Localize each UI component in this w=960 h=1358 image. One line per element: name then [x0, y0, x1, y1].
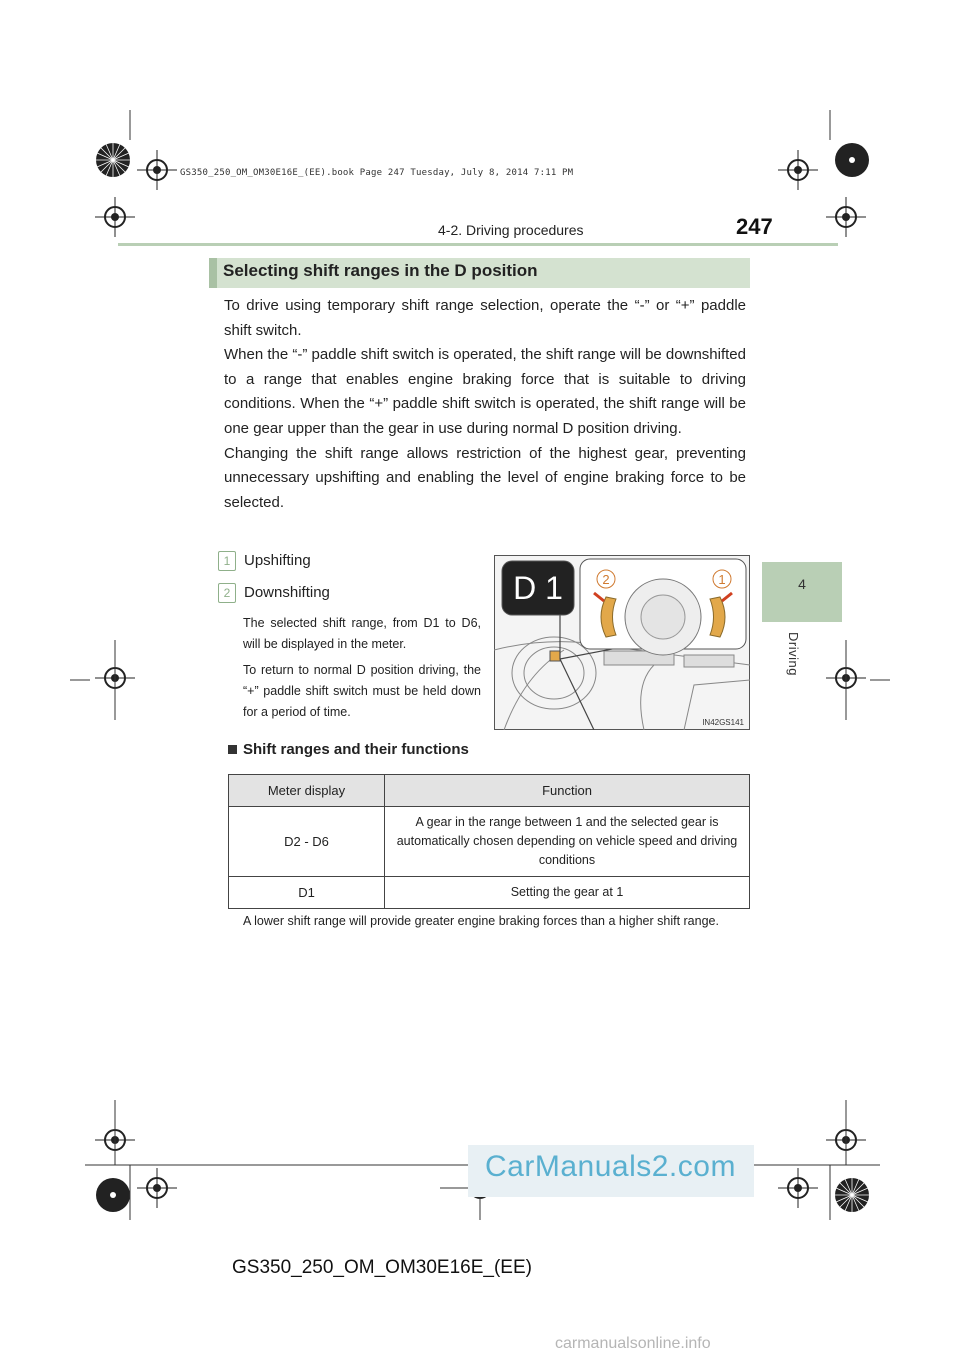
- print-info-line: GS350_250_OM_OM30E16E_(EE).book Page 247 Tuesday, July 8, 2014 7:11 PM: [180, 168, 574, 178]
- note-paragraph: To return to normal D position driving, the “+” paddle shift switch must be held down for a period of time.: [243, 663, 481, 719]
- registration-crosshair-icon: [778, 1168, 818, 1208]
- registration-crosshair-icon: [95, 658, 135, 698]
- body-paragraph: To drive using temporary shift range selection, operate the “-” or “+” paddle shift switch.: [224, 297, 746, 339]
- table-row: [229, 877, 750, 909]
- chapter-tab-number: 4: [798, 576, 806, 592]
- callout-1-text: 1: [718, 572, 726, 587]
- registration-mark-dot-icon: [93, 1175, 133, 1215]
- item-number-badge: 2: [218, 583, 236, 603]
- registration-crosshair-icon: [95, 1120, 135, 1160]
- section-heading: [209, 258, 750, 288]
- registration-crosshair-icon: [137, 150, 177, 190]
- table-header-cell: Function: [385, 775, 750, 807]
- footer-manual-code: GS350_250_OM_OM30E16E_(EE): [232, 1257, 532, 1278]
- body-paragraph: When the “-” paddle shift switch is operated, the shift range will be downshifted to a range that enables engine braking force that is suitable to driving conditions. When the “+” paddle shift switch is operated, the shift range will be one gear upper than the gear in use during normal D position driving.: [224, 346, 746, 437]
- item-label: Downshifting: [244, 583, 330, 601]
- registration-mark-dot-icon: [832, 140, 872, 180]
- registration-crosshair-icon: [826, 197, 866, 237]
- table-header-cell: Meter display: [229, 775, 385, 807]
- table-header-row: [229, 775, 750, 807]
- subsection-heading-text: Shift ranges and their functions: [243, 741, 469, 758]
- subsection-heading: [228, 741, 469, 758]
- table-cell-function: Setting the gear at 1: [385, 877, 750, 909]
- registration-crosshair-icon: [137, 1168, 177, 1208]
- table-cell-display: D2 - D6: [229, 807, 385, 877]
- illustration-code: IN42GS141: [702, 718, 744, 727]
- footnote: A lower shift range will provide greater engine braking forces than a higher shift range.: [243, 914, 719, 928]
- item-number-badge: 1: [218, 551, 236, 571]
- paddle-shift-illustration: [494, 555, 750, 730]
- section-body: [224, 294, 746, 515]
- site-watermark: carmanualsonline.info: [555, 1335, 711, 1352]
- section-heading-text: Selecting shift ranges in the D position: [223, 261, 538, 280]
- body-paragraph: Changing the shift range allows restriction of the highest gear, preventing unnecessary upshifting and enabling the level of engine braking force to be selected.: [224, 444, 746, 511]
- chapter-tab-label: Driving: [786, 632, 801, 676]
- item-notes: [243, 613, 481, 728]
- page-number: 247: [736, 214, 773, 239]
- registration-crosshair-icon: [778, 150, 818, 190]
- watermark-text: CarManuals2.com: [485, 1150, 736, 1183]
- gear-display-text: D 1: [513, 570, 563, 606]
- registration-crosshair-icon: [826, 1120, 866, 1160]
- callout-2-text: 2: [602, 572, 610, 587]
- numbered-item-upshifting: [218, 551, 311, 571]
- registration-crosshair-icon: [826, 658, 866, 698]
- numbered-item-downshifting: [218, 583, 330, 603]
- table-cell-display: D1: [229, 877, 385, 909]
- registration-mark-starburst-icon: [832, 1175, 872, 1215]
- chapter-tab: [762, 562, 842, 622]
- table-row: [229, 807, 750, 877]
- header-rule: [118, 243, 838, 246]
- note-paragraph: The selected shift range, from D1 to D6, will be displayed in the meter.: [243, 616, 481, 651]
- registration-crosshair-icon: [95, 197, 135, 237]
- square-bullet-icon: [228, 745, 237, 754]
- item-label: Upshifting: [244, 551, 311, 569]
- shift-range-table: [228, 774, 750, 909]
- header-section-label: 4-2. Driving procedures: [438, 222, 584, 238]
- registration-mark-starburst-icon: [93, 140, 133, 180]
- table-cell-function: A gear in the range between 1 and the selected gear is automatically chosen depending on vehicle speed and driving conditions: [385, 807, 750, 877]
